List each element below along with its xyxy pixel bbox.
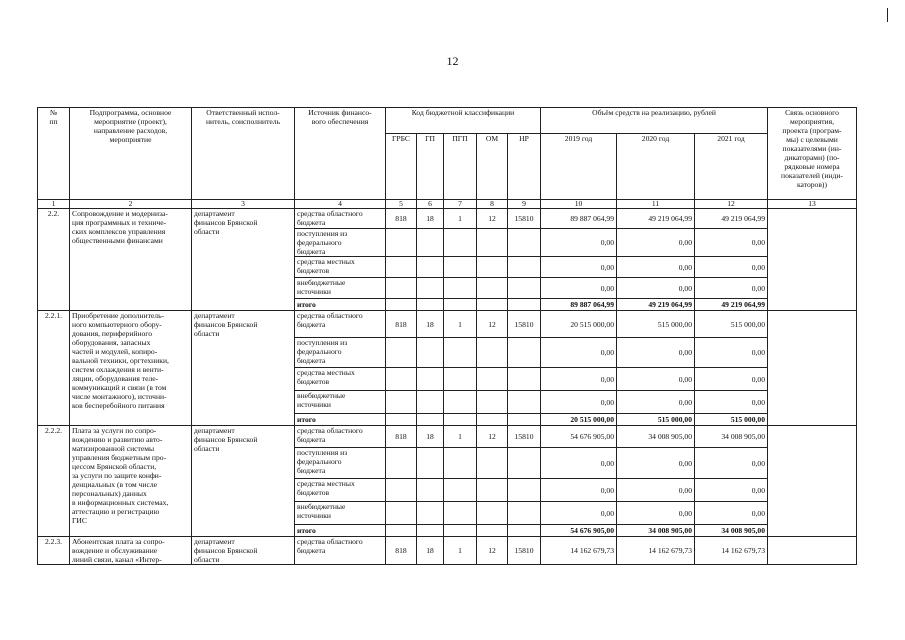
- code-gp: 18: [417, 311, 444, 338]
- amount-y2020: 0,00: [617, 368, 695, 391]
- amount-y2021: 49 219 064,99: [695, 209, 768, 229]
- responsible-executor: департамент финансов Брянской области: [192, 311, 295, 426]
- responsible-executor: департамент финансов Брянской области: [192, 209, 295, 311]
- code-gp: 18: [417, 426, 444, 448]
- activity-name: Сопровождение и модерниза- ция программных и техниче- ских комплексов управления общественными финансами: [70, 209, 192, 311]
- header-2020: 2020 год: [617, 134, 695, 200]
- amount-y2019: 54 676 905,00: [541, 426, 617, 448]
- amount-y2021: 34 008 905,00: [695, 426, 768, 448]
- code-gp: [417, 502, 444, 525]
- amount-y2019: 0,00: [541, 502, 617, 525]
- column-number: 5: [386, 200, 417, 209]
- code-pgp: 1: [444, 311, 477, 338]
- code-om: [477, 229, 508, 257]
- funding-source: внебюджетные источники: [295, 502, 386, 525]
- column-number: 12: [695, 200, 768, 209]
- code-grbs: [386, 338, 417, 368]
- amount-y2021: 49 219 064,99: [695, 299, 768, 311]
- code-om: 12: [477, 311, 508, 338]
- code-gp: 18: [417, 209, 444, 229]
- header-col-program: Подпрограмма, основное мероприятие (проект), направление расходов, мероприятие: [70, 108, 192, 200]
- header-col-source: Источник финансо- вого обеспечения: [295, 108, 386, 200]
- header-col-budget-code: Код бюджетной классификации: [386, 108, 541, 134]
- funding-source: внебюджетные источники: [295, 278, 386, 299]
- amount-y2019: 0,00: [541, 368, 617, 391]
- code-gp: [417, 414, 444, 426]
- amount-y2019: 89 887 064,99: [541, 209, 617, 229]
- amount-y2019: 14 162 679,73: [541, 537, 617, 565]
- code-pgp: 1: [444, 209, 477, 229]
- responsible-executor: департамент финансов Брянской области: [192, 537, 295, 565]
- indicator-link: [768, 311, 857, 426]
- column-number: 11: [617, 200, 695, 209]
- code-grbs: [386, 479, 417, 502]
- amount-y2021: 0,00: [695, 391, 768, 414]
- table-body: [38, 209, 857, 565]
- code-pgp: [444, 278, 477, 299]
- funding-source: итого: [295, 525, 386, 537]
- code-nr: [508, 414, 541, 426]
- code-grbs: [386, 525, 417, 537]
- code-nr: [508, 448, 541, 479]
- amount-y2021: 0,00: [695, 229, 768, 257]
- indicator-link: [768, 426, 857, 537]
- amount-y2020: 49 219 064,99: [617, 299, 695, 311]
- code-gp: [417, 368, 444, 391]
- table-row: [38, 426, 857, 448]
- budget-table: [37, 107, 857, 565]
- code-om: 12: [477, 537, 508, 565]
- funding-source: поступления из федерального бюджета: [295, 229, 386, 257]
- header-col-responsible: Ответственный испол- нитель, соисполнитель: [192, 108, 295, 200]
- code-pgp: 1: [444, 426, 477, 448]
- code-nr: [508, 525, 541, 537]
- code-nr: [508, 257, 541, 278]
- funding-source: итого: [295, 299, 386, 311]
- header-col-link: Связь основного мероприятия, проекта (програм- мы) с целевыми показателями (ин- дикаторами) (по- рядковые номера показателей (инди- каторов)): [768, 108, 857, 200]
- column-number: 8: [477, 200, 508, 209]
- row-number: 2.2.1.: [38, 311, 70, 426]
- amount-y2020: 34 008 905,00: [617, 426, 695, 448]
- amount-y2019: 20 515 000,00: [541, 414, 617, 426]
- amount-y2020: 0,00: [617, 391, 695, 414]
- code-gp: [417, 391, 444, 414]
- amount-y2021: 515 000,00: [695, 414, 768, 426]
- code-pgp: [444, 338, 477, 368]
- code-nr: 15810: [508, 311, 541, 338]
- code-gp: [417, 525, 444, 537]
- code-gp: [417, 257, 444, 278]
- amount-y2021: 0,00: [695, 502, 768, 525]
- amount-y2020: 0,00: [617, 502, 695, 525]
- amount-y2020: 0,00: [617, 278, 695, 299]
- funding-source: средства областного бюджета: [295, 209, 386, 229]
- code-pgp: [444, 368, 477, 391]
- amount-y2020: 14 162 679,73: [617, 537, 695, 565]
- amount-y2020: 34 008 905,00: [617, 525, 695, 537]
- code-pgp: [444, 229, 477, 257]
- header-om: ОМ: [477, 134, 508, 200]
- amount-y2020: 49 219 064,99: [617, 209, 695, 229]
- amount-y2021: 34 008 905,00: [695, 525, 768, 537]
- row-number: 2.2.: [38, 209, 70, 311]
- column-number: 7: [444, 200, 477, 209]
- code-grbs: [386, 257, 417, 278]
- funding-source: поступления из федерального бюджета: [295, 448, 386, 479]
- header-2021: 2021 год: [695, 134, 768, 200]
- code-nr: [508, 479, 541, 502]
- amount-y2020: 0,00: [617, 229, 695, 257]
- amount-y2019: 0,00: [541, 338, 617, 368]
- code-grbs: [386, 299, 417, 311]
- amount-y2020: 0,00: [617, 257, 695, 278]
- code-om: [477, 299, 508, 311]
- indicator-link: [768, 537, 857, 565]
- code-nr: 15810: [508, 426, 541, 448]
- header-col-no: № пп: [38, 108, 70, 200]
- code-grbs: [386, 414, 417, 426]
- code-grbs: [386, 278, 417, 299]
- code-grbs: 818: [386, 426, 417, 448]
- funding-source: средства областного бюджета: [295, 426, 386, 448]
- code-grbs: 818: [386, 209, 417, 229]
- code-pgp: [444, 414, 477, 426]
- funding-source: средства областного бюджета: [295, 537, 386, 565]
- row-number: 2.2.3.: [38, 537, 70, 565]
- code-nr: [508, 502, 541, 525]
- amount-y2021: 0,00: [695, 338, 768, 368]
- activity-name: Абонентская плата за сопро- вождение и обслуживание линий связи, канал «Интер-: [70, 537, 192, 565]
- header-grbs: ГРБС: [386, 134, 417, 200]
- amount-y2020: 0,00: [617, 479, 695, 502]
- column-number: 6: [417, 200, 444, 209]
- code-om: [477, 278, 508, 299]
- code-nr: [508, 278, 541, 299]
- amount-y2020: 0,00: [617, 448, 695, 479]
- column-number: 9: [508, 200, 541, 209]
- code-om: 12: [477, 426, 508, 448]
- code-grbs: [386, 229, 417, 257]
- code-om: [477, 448, 508, 479]
- activity-name: Приобретение дополнитель- ного компьютерного обору- дования, периферийного оборудования, запасных частей и модулей, копиро- вальной техники, оргтехники, систем охлаждения и венти- ляции, оборудования теле- коммуникаций и связи (в том числе монтажного), источни- ков бесперебойного питания: [70, 311, 192, 426]
- column-number: 3: [192, 200, 295, 209]
- code-nr: [508, 299, 541, 311]
- header-col-volume: Объём средств на реализацию, рублей: [541, 108, 768, 134]
- code-grbs: 818: [386, 311, 417, 338]
- amount-y2021: 515 000,00: [695, 311, 768, 338]
- code-pgp: [444, 391, 477, 414]
- header-pgp: ПГП: [444, 134, 477, 200]
- row-number: 2.2.2.: [38, 426, 70, 537]
- amount-y2019: 0,00: [541, 391, 617, 414]
- activity-name: Плата за услуги по сопро- вождению и развитию авто- матизированной системы управления бюджетным про- цессом Брянской области, за услуги по защите конфи- денциальных (в том числе персональных) данных в информационных системах, аттестацию и регистрацию ГИС: [70, 426, 192, 537]
- code-gp: [417, 229, 444, 257]
- table-row: [38, 537, 857, 565]
- amount-y2019: 0,00: [541, 479, 617, 502]
- code-nr: [508, 368, 541, 391]
- code-gp: [417, 479, 444, 502]
- funding-source: поступления из федерального бюджета: [295, 338, 386, 368]
- amount-y2019: 20 515 000,00: [541, 311, 617, 338]
- funding-source: средства местных бюджетов: [295, 479, 386, 502]
- header-nr: НР: [508, 134, 541, 200]
- code-om: [477, 257, 508, 278]
- amount-y2019: 0,00: [541, 257, 617, 278]
- column-number: 1: [38, 200, 70, 209]
- amount-y2019: 0,00: [541, 448, 617, 479]
- funding-source: средства областного бюджета: [295, 311, 386, 338]
- code-pgp: [444, 502, 477, 525]
- amount-y2019: 0,00: [541, 229, 617, 257]
- code-gp: [417, 338, 444, 368]
- column-number: 10: [541, 200, 617, 209]
- amount-y2019: 0,00: [541, 278, 617, 299]
- amount-y2021: 0,00: [695, 257, 768, 278]
- code-nr: [508, 229, 541, 257]
- code-grbs: [386, 448, 417, 479]
- funding-source: средства местных бюджетов: [295, 257, 386, 278]
- amount-y2021: 0,00: [695, 479, 768, 502]
- amount-y2021: 0,00: [695, 448, 768, 479]
- column-number: 2: [70, 200, 192, 209]
- code-pgp: [444, 257, 477, 278]
- page-number: 12: [446, 54, 459, 68]
- corner-mark: [887, 8, 888, 22]
- code-pgp: [444, 299, 477, 311]
- funding-source: внебюджетные источники: [295, 391, 386, 414]
- indicator-link: [768, 209, 857, 311]
- code-om: [477, 525, 508, 537]
- amount-y2019: 54 676 905,00: [541, 525, 617, 537]
- code-om: [477, 502, 508, 525]
- column-number: 13: [768, 200, 857, 209]
- amount-y2020: 515 000,00: [617, 414, 695, 426]
- code-nr: [508, 391, 541, 414]
- amount-y2020: 515 000,00: [617, 311, 695, 338]
- code-om: [477, 391, 508, 414]
- code-om: [477, 368, 508, 391]
- code-nr: 15810: [508, 209, 541, 229]
- code-pgp: [444, 448, 477, 479]
- code-nr: 15810: [508, 537, 541, 565]
- code-grbs: 818: [386, 537, 417, 565]
- code-pgp: [444, 525, 477, 537]
- code-grbs: [386, 391, 417, 414]
- code-grbs: [386, 368, 417, 391]
- code-grbs: [386, 502, 417, 525]
- code-om: [477, 479, 508, 502]
- table-row: [38, 311, 857, 338]
- table-row: [38, 209, 857, 229]
- code-gp: [417, 278, 444, 299]
- funding-source: средства местных бюджетов: [295, 368, 386, 391]
- column-number-row: [38, 200, 857, 209]
- amount-y2021: 14 162 679,73: [695, 537, 768, 565]
- code-om: 12: [477, 209, 508, 229]
- code-pgp: [444, 479, 477, 502]
- responsible-executor: департамент финансов Брянской области: [192, 426, 295, 537]
- funding-source: итого: [295, 414, 386, 426]
- header-2019: 2019 год: [541, 134, 617, 200]
- code-om: [477, 338, 508, 368]
- code-gp: 18: [417, 537, 444, 565]
- code-gp: [417, 448, 444, 479]
- code-gp: [417, 299, 444, 311]
- amount-y2021: 0,00: [695, 368, 768, 391]
- amount-y2019: 89 887 064,99: [541, 299, 617, 311]
- header-gp: ГП: [417, 134, 444, 200]
- code-om: [477, 414, 508, 426]
- code-nr: [508, 338, 541, 368]
- code-pgp: 1: [444, 537, 477, 565]
- amount-y2020: 0,00: [617, 338, 695, 368]
- amount-y2021: 0,00: [695, 278, 768, 299]
- column-number: 4: [295, 200, 386, 209]
